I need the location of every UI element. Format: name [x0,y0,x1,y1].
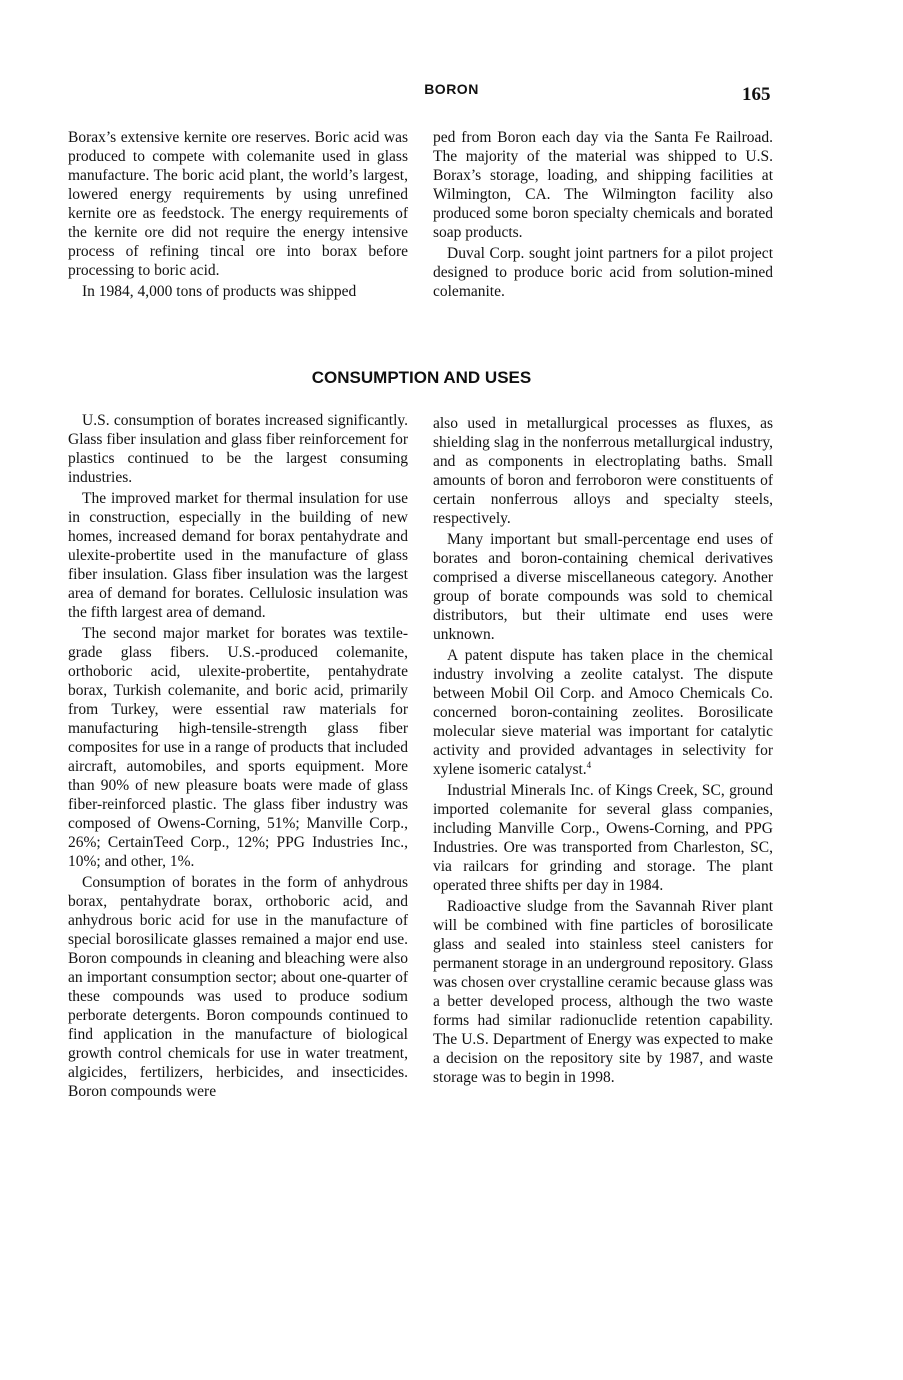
top-left-column [68,128,408,303]
paragraph: The improved market for thermal insulation for use in construction, especially in the building of new homes, increased demand for borax pentahydrate and ulexite-probertite used in the manufacture of glass fiber insulation. Glass fiber insulation was the largest area of demand for borates. Cellulosic insulation was the fifth largest area of demand. [68,490,408,621]
paragraph: Consumption of borates in the form of anhydrous borax, pentahydrate borax, orthoboric acid, and anhydrous boric acid for use in the manufacture of special borosilicate glasses remained a major end use. Boron compounds in cleaning and bleaching were also an important consumption sector; about one-quarter of these compounds was used to produce sodium perborate detergents. Boron compounds continued to find application in the manufacture of biological growth control chemicals for use in water treatment, algicides, fertilizers, herbicides, and insecticides. Boron compounds were [68,874,408,1100]
paragraph: Many important but small-percentage end uses of borates and boron-containing chemical derivatives comprised a diverse miscellaneous category. Another group of borate compounds was sold to chemical distributors, but their ultimate end uses were unknown. [433,531,773,643]
section-heading: CONSUMPTION AND USES [311,368,532,387]
bottom-left-column [68,411,408,1103]
bottom-right-column [433,414,773,1089]
paragraph: Radioactive sludge from the Savannah River plant will be combined with fine particles of borosilicate glass and sealed into stainless steel canisters for permanent storage in an underground repository. Glass was chosen over crystalline ceramic because glass was a better developed process, although the two waste forms had similar radionuclide retention capability. The U.S. Department of Energy was expected to make a decision on the repository site by 1987, and waste storage was to begin in 1998. [433,898,773,1086]
top-right-column [433,128,773,303]
paragraph: Industrial Minerals Inc. of Kings Creek, SC, ground imported colemanite for several glass companies, including Manville Corp., Owens-Corning, and PPG Industries. Ore was transported from Charleston, SC, via railcars for grinding and storage. The plant operated three shifts per day in 1984. [433,782,773,894]
paragraph: Borax’s extensive kernite ore reserves. Boric acid was produced to compete with colemanite used in glass manufacture. The boric acid plant, the world’s largest, lowered energy requirements by using unrefined kernite ore as feedstock. The energy requirements of the kernite ore did not require the energy intensive process of refining tincal ore into borax before processing to boric acid. [68,129,408,279]
page-number: 165 [742,84,771,105]
patent-paragraph [433,646,773,779]
footnote-marker: 4 [586,759,592,770]
paragraph: Duval Corp. sought joint partners for a pilot project designed to produce boric acid from solution-mined colemanite. [433,245,773,300]
paragraph: ped from Boron each day via the Santa Fe Railroad. The majority of the material was shipped to U.S. Borax’s storage, loading, and shipping facilities at Wilmington, CA. The Wilmington facility also produced some boron specialty chemicals and borated soap products. [433,129,773,241]
paragraph: The second major market for borates was textile-grade glass fibers. U.S.-produced colemanite, orthoboric acid, ulexite-probertite, pentahydrate borax, Turkish colemanite, and boric acid, primarily from Turkey, were essential raw materials for manufacturing high-tensile-strength glass fiber composites for use in a range of products that included aircraft, automobiles, and sports equipment. More than 90% of new pleasure boats were made of glass fiber-reinforced plastic. The glass fiber industry was composed of Owens-Corning, 51%; Manville Corp., 26%; CertainTeed Corp., 12%; PPG Industries Inc., 10%; and other, 1%. [68,625,408,870]
running-head: BORON [424,81,479,97]
paragraph: In 1984, 4,000 tons of products was shipped [82,283,357,300]
paragraph: U.S. consumption of borates increased significantly. Glass fiber insulation and glass fiber reinforcement for plastics continued to be the largest consuming industries. [68,412,408,486]
paragraph: also used in metallurgical processes as fluxes, as shielding slag in the nonferrous metallurgical industry, and as components in electroplating baths. Small amounts of boron and ferroboron were constituents of certain nonferrous alloys and specialty steels, respectively. [433,415,773,527]
patent-paragraph-text: A patent dispute has taken place in the chemical industry involving a zeolite catalyst. The dispute between Mobil Oil Corp. and Amoco Chemicals Co. concerned boron-containing zeolites. Borosilicate molecular sieve material was important for catalytic activity and provided advantages in selectivity for xylene isomeric catalyst. [433,647,773,778]
